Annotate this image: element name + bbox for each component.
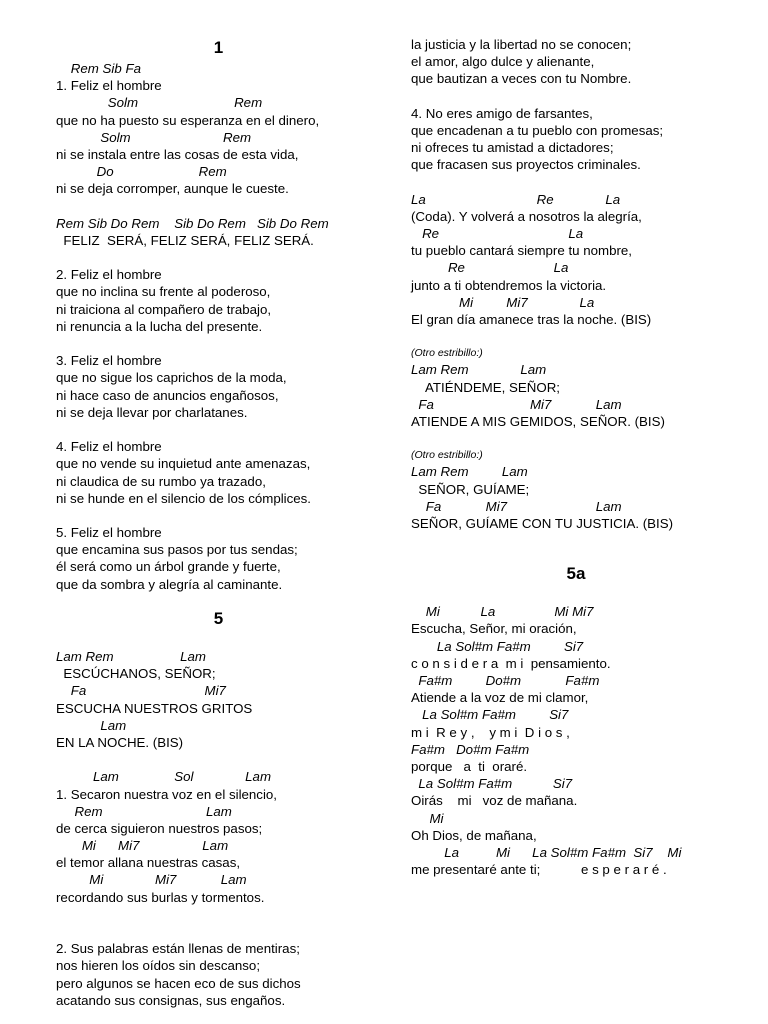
chord-line: Rem Lam <box>56 803 232 819</box>
lyric-line: ni ofreces tu amistad a dictadores; <box>411 140 614 156</box>
chord-line: Fa Mi7 Lam <box>411 396 622 412</box>
chord-line: Fa Mi7 <box>56 683 226 699</box>
lyric-line: 4. No eres amigo de farsantes, <box>411 105 593 121</box>
lyric-line: Oirás mi voz de mañana. <box>411 793 578 809</box>
lyric-line: ATIÉNDEME, SEÑOR; <box>411 379 560 395</box>
lyric-line: (Coda). Y volverá a nosotros la alegría, <box>411 208 642 224</box>
lyric-line: 4. Feliz el hombre <box>56 439 162 455</box>
lyric-line: me presentaré ante ti; e s p e r a r é . <box>411 862 667 878</box>
lyric-line: ATIENDE A MIS GEMIDOS, SEÑOR. (BIS) <box>411 413 665 429</box>
lyric-line: Escucha, Señor, mi oración, <box>411 621 577 637</box>
lyric-line: ni claudica de su rumbo ya trazado, <box>56 473 266 489</box>
spacer <box>411 174 741 191</box>
chord-line: Rem Sib Do Rem Sib Do Rem Sib Do Rem <box>56 215 329 231</box>
left-column <box>56 0 381 1009</box>
right-column <box>411 0 741 878</box>
lyric-line: ni se deja llevar por charlatanes. <box>56 404 248 420</box>
chord-line: Mi Mi7 La <box>411 294 595 310</box>
chord-line: La Re La <box>411 191 621 207</box>
lyric-line: pero algunos se hacen eco de sus dichos <box>56 975 301 991</box>
chord-line: Mi La Mi Mi7 <box>411 604 594 620</box>
chord-line: Fa#m Do#m Fa#m <box>411 673 600 688</box>
chord-line: Re La <box>411 260 569 276</box>
chord-line: Mi Mi7 Lam <box>56 838 229 854</box>
spacer <box>56 923 381 940</box>
chord-line: Mi <box>411 810 444 826</box>
chord-line: Do Rem <box>56 164 227 180</box>
chord-line: La Mi La Sol#m Fa#m Si7 Mi <box>411 844 682 860</box>
spacer <box>56 335 381 352</box>
lyric-line: de cerca siguieron nuestros pasos; <box>56 820 263 836</box>
lyric-line: ni renuncia a la lucha del presente. <box>56 318 263 334</box>
lyric-line: acatando sus consignas, sus engaños. <box>56 992 286 1008</box>
lyric-line: El gran día amanece tras la noche. (BIS) <box>411 312 652 327</box>
lyric-line: que encadenan a tu pueblo con promesas; <box>411 122 664 138</box>
lyric-line: que fracasen sus proyectos criminales. <box>411 157 641 173</box>
song-number: 1 <box>213 38 224 57</box>
lyric-line: 1. Feliz el hombre <box>56 78 162 94</box>
song-number: 5 <box>213 608 224 628</box>
chord-line: Lam Rem Lam <box>56 649 206 664</box>
chord-line: La Sol#m Fa#m Si7 <box>411 707 569 723</box>
lyric-line: porque a ti oraré. <box>411 758 528 774</box>
lyric-line: que no sigue los caprichos de la moda, <box>56 370 287 386</box>
lyric-line: ESCUCHA NUESTROS GRITOS <box>56 700 253 716</box>
note-line: (Otro estribillo:) <box>411 449 483 462</box>
lyric-line: SEÑOR, GUÍAME; <box>411 481 530 497</box>
lyric-line: la justicia y la libertad no se conocen; <box>411 37 632 52</box>
song-number: 5a <box>566 564 586 584</box>
lyric-line: tu pueblo cantará siempre tu nombre, <box>411 243 633 259</box>
spacer <box>56 751 381 768</box>
lyric-line: Atiende a la voz de mi clamor, <box>411 690 589 706</box>
spacer <box>56 593 381 607</box>
spacer <box>411 0 741 36</box>
lyric-line: que da sombra y alegría al caminante. <box>56 576 283 592</box>
chord-line: Solm Rem <box>56 95 263 111</box>
lyric-line: SEÑOR, GUÍAME CON TU JUSTICIA. (BIS) <box>411 515 674 531</box>
spacer <box>411 586 741 603</box>
spacer <box>411 430 741 447</box>
spacer <box>411 88 741 105</box>
lyric-line: el temor allana nuestras casas, <box>56 855 241 871</box>
chord-line: Fa Mi7 Lam <box>411 498 622 514</box>
lyric-line: 3. Feliz el hombre <box>56 353 162 369</box>
lyric-line: junto a ti obtendremos la victoria. <box>411 277 607 293</box>
lyric-line: c o n s i d e r a m i pensamiento. <box>411 655 611 671</box>
lyric-line: ni se hunde en el silencio de los cómplices. <box>56 490 312 506</box>
spacer <box>56 0 381 36</box>
note-line: (Otro estribillo:) <box>411 347 483 360</box>
lyric-line: ni traiciona al compañero de trabajo, <box>56 301 272 317</box>
lyric-line: 5. Feliz el hombre <box>56 525 162 541</box>
chord-line: Rem Sib Fa <box>56 61 141 76</box>
chord-line: Lam Rem Lam <box>411 464 528 480</box>
chord-line: Lam Sol Lam <box>56 769 272 785</box>
lyric-line: EN LA NOCHE. (BIS) <box>56 734 184 750</box>
lyric-line: que bautizan a veces con tu Nombre. <box>411 71 632 87</box>
lyric-line: ESCÚCHANOS, SEÑOR; <box>56 666 216 682</box>
chord-line: Solm Rem <box>56 129 252 145</box>
chord-line: Lam <box>56 717 127 733</box>
lyric-line: que encamina sus pasos por tus sendas; <box>56 542 298 558</box>
lyric-line: que no ha puesto su esperanza en el dinero, <box>56 112 320 128</box>
lyric-line: ni hace caso de anuncios engañosos, <box>56 387 279 403</box>
chord-line: La Sol#m Fa#m Si7 <box>411 776 573 792</box>
chord-line: Mi Mi7 Lam <box>56 872 247 888</box>
lyric-line: ni se deja corromper, aunque le cueste. <box>56 181 289 197</box>
lyric-line: él será como un árbol grande y fuerte, <box>56 559 281 575</box>
spacer <box>411 532 741 562</box>
spacer <box>56 507 381 524</box>
spacer <box>56 421 381 438</box>
lyric-line: ni se instala entre las cosas de esta vida, <box>56 146 299 162</box>
spacer <box>56 198 381 215</box>
lyric-line: nos hieren los oídos sin descanso; <box>56 958 261 974</box>
chord-line: La Sol#m Fa#m Si7 <box>411 638 584 654</box>
lyric-line: recordando sus burlas y tormentos. <box>56 889 265 905</box>
chord-line: Re La <box>411 226 584 242</box>
spacer <box>411 328 741 345</box>
spacer <box>56 906 381 923</box>
lyric-line: FELIZ SERÁ, FELIZ SERÁ, FELIZ SERÁ. <box>56 232 314 248</box>
lyric-line: el amor, algo dulce y alienante, <box>411 54 595 70</box>
lyric-line: 2. Feliz el hombre <box>56 267 162 283</box>
lyric-line: Oh Dios, de mañana, <box>411 827 537 843</box>
lyric-line: que no vende su inquietud ante amenazas, <box>56 456 311 472</box>
chord-line: Fa#m Do#m Fa#m <box>411 741 530 757</box>
spacer <box>56 249 381 266</box>
lyric-line: 2. Sus palabras están llenas de mentiras; <box>56 941 300 957</box>
chord-line: Lam Rem Lam <box>411 362 547 378</box>
lyric-line: 1. Secaron nuestra voz en el silencio, <box>56 786 278 802</box>
spacer <box>56 631 381 648</box>
lyric-line: que no inclina su frente al poderoso, <box>56 284 271 300</box>
lyric-line: m i R e y , y m i D i o s , <box>411 724 570 740</box>
